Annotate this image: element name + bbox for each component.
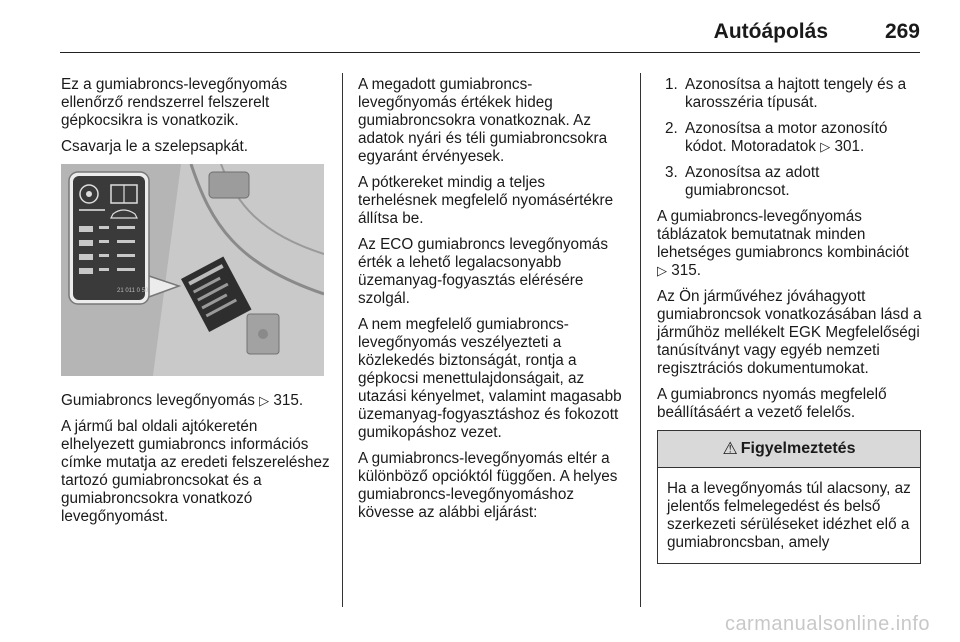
step-number: 2. (665, 120, 678, 137)
warning-box (657, 430, 921, 564)
step-text: Azonosítsa a motor azonosító kódot. Motoradatok (685, 120, 888, 155)
step-number: 3. (665, 164, 678, 181)
page-reference-link[interactable]: 315. (273, 392, 304, 409)
warning-header (658, 431, 920, 468)
paragraph-with-ref (657, 208, 925, 280)
paragraph: A pótkereket mindig a teljes terhelésnek megfelelő nyomásértékre állítsa be. (358, 174, 614, 227)
paragraph: A megadott gumiabroncs-levegőnyomás értékek hideg gumiabroncsokra vonatkoznak. Az adatok nyári és téli gumiabroncsokra egyaránt érvényesek. (358, 76, 608, 165)
reference-arrow-icon: ▷ (259, 393, 270, 408)
paragraph: A gumiabroncs-levegőnyomás eltér a különböző opcióktól függően. A helyes gumiabroncs-levegőnyomáshoz kövesse az alábbi eljárást: (358, 450, 618, 521)
warning-title: Figyelmeztetés (740, 440, 856, 457)
procedure-steps (657, 76, 925, 200)
paragraph: A jármű bal oldali ajtókeretén elhelyezett gumiabroncs információs címke mutatja az eredeti felszereléshez tartozó gumiabroncsokat és a gumiabroncsokra vonatkozó levegőnyomást. (61, 418, 330, 525)
page-number: 269 (884, 20, 920, 43)
door-frame-illustration (61, 164, 324, 376)
list-item (657, 120, 925, 156)
column-2 (358, 76, 626, 530)
watermark: carmanualsonline.info (724, 613, 930, 635)
column-divider-1 (342, 73, 343, 607)
list-item (657, 76, 925, 112)
paragraph: Csavarja le a szelepsapkát. (61, 138, 249, 155)
step-text: Azonosítsa a hajtott tengely és a karosszéria típusát. (685, 76, 907, 111)
tyre-label-figure (61, 164, 324, 376)
column-divider-2 (640, 73, 641, 607)
paragraph: Ez a gumiabroncs-levegőnyomás ellenőrző rendszerrel felszerelt gépkocsikra is vonatkozik. (61, 76, 288, 129)
paragraph-text: Gumiabroncs levegőnyomás (61, 392, 255, 409)
column-3 (657, 76, 925, 564)
step-text: Azonosítsa az adott gumiabroncsot. (685, 164, 820, 199)
page-reference-link[interactable]: 301. (834, 138, 865, 155)
paragraph: Az ECO gumiabroncs levegőnyomás érték a lehető legalacsonyabb üzemanyag-fogyasztás elérésére szolgál. (358, 236, 608, 307)
warning-triangle-icon: ⚠ (722, 439, 738, 458)
paragraph-text: A gumiabroncs-levegőnyomás táblázatok bemutatnak minden lehetséges gumiabroncs kombinációt (657, 208, 909, 261)
paragraph: A nem megfelelő gumiabroncs-levegőnyomás veszélyezteti a közlekedés biztonságát, rontja a gépkocsi menettulajdonságait, az utazási kényelmet, valamint magasabb üzemanyag-fogyasztáshoz és fokozott gumikopáshoz vezet. (358, 316, 622, 441)
warning-body: Ha a levegőnyomás túl alacsony, az jelentős felmelegedést és belső szerkezeti sérüléseket idézhet elő a gumiabroncsban, amely (667, 480, 911, 551)
list-item (657, 164, 925, 200)
reference-arrow-icon: ▷ (657, 263, 667, 278)
paragraph: Az Ön járművéhez jóváhagyott gumiabroncsok vonatkozásában lásd a járműhöz mellékelt EGK Megfelelőségi tanúsítványt vagy egyéb nemzeti regisztrációs dokumentumokat. (657, 288, 922, 377)
step-number: 1. (665, 76, 678, 93)
page-reference-link[interactable]: 315. (671, 262, 702, 279)
section-title: Autóápolás (713, 20, 828, 43)
paragraph: A gumiabroncs nyomás megfelelő beállításáért a vezető felelős. (657, 386, 887, 421)
figure-code: 21 011 0 50 (117, 288, 149, 294)
reference-arrow-icon: ▷ (820, 139, 831, 154)
page-header (60, 0, 920, 53)
column-1 (61, 76, 331, 534)
paragraph-with-ref (61, 392, 331, 410)
